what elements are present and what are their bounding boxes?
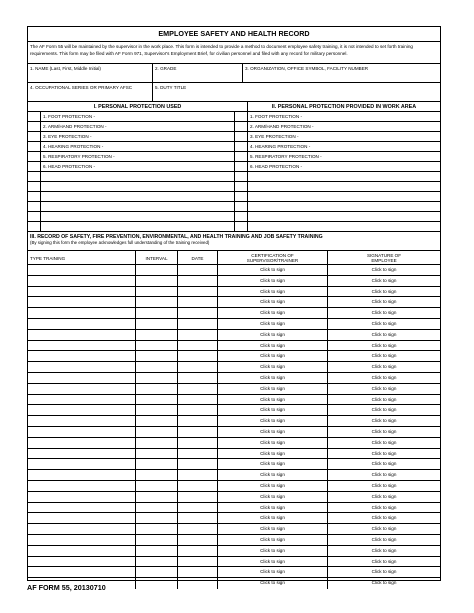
employee-sign-button[interactable]: Click to sign <box>371 267 397 272</box>
training-interval-cell[interactable] <box>136 481 178 491</box>
training-interval-cell[interactable] <box>136 319 178 329</box>
protection-provided-check[interactable] <box>235 142 248 151</box>
training-date-cell[interactable] <box>178 297 218 307</box>
training-interval-cell[interactable] <box>136 459 178 469</box>
training-date-cell[interactable] <box>178 557 218 567</box>
training-row <box>28 459 440 470</box>
protection-row <box>28 112 440 122</box>
personal-info-row-1 <box>28 64 440 83</box>
safety-health-record-form <box>27 26 441 586</box>
training-row <box>28 524 440 535</box>
employee-sign-button[interactable]: Click to sign <box>371 547 397 553</box>
training-row <box>28 362 440 373</box>
protection-provided-check[interactable] <box>235 202 248 211</box>
protection-provided-item[interactable]: 1. FOOT PROTECTION - <box>250 114 302 119</box>
training-interval-cell[interactable] <box>136 535 178 545</box>
training-type-cell[interactable] <box>28 319 136 329</box>
supervisor-sign-button[interactable]: Click to sign <box>218 287 328 297</box>
protection-provided-item[interactable] <box>248 222 440 231</box>
employee-sign-button[interactable]: Click to sign <box>371 418 397 424</box>
training-type-cell[interactable] <box>28 308 136 318</box>
training-date-cell[interactable] <box>178 395 218 405</box>
training-type-cell[interactable] <box>28 416 136 426</box>
protection-used-check[interactable] <box>28 182 41 191</box>
supervisor-sign-button[interactable]: Click to sign <box>218 492 328 502</box>
protection-row <box>28 212 440 222</box>
employee-sign-button[interactable]: Click to sign <box>371 342 397 348</box>
section3-subtitle: (By signing this form the employee acknowledges full understanding of the training received) <box>30 240 210 245</box>
protection-provided-check[interactable] <box>235 172 248 181</box>
duty-title-label: 5. DUTY TITLE <box>155 85 187 90</box>
employee-sign-button[interactable]: Click to sign <box>371 310 397 316</box>
training-date-cell[interactable] <box>178 319 218 329</box>
training-date-cell[interactable] <box>178 287 218 297</box>
protection-used-item[interactable]: 3. EYE PROTECTION - <box>41 132 235 141</box>
employee-sign-button[interactable]: Click to sign <box>371 385 397 391</box>
protection-used-check[interactable] <box>28 122 41 131</box>
protection-used-check[interactable] <box>28 172 41 181</box>
training-type-cell[interactable] <box>28 470 136 480</box>
training-row <box>28 438 440 449</box>
training-row <box>28 546 440 557</box>
training-type-cell[interactable] <box>28 405 136 415</box>
training-date-cell[interactable] <box>178 362 218 372</box>
training-interval-cell[interactable] <box>136 341 178 351</box>
training-interval-cell[interactable] <box>136 330 178 340</box>
protection-used-item[interactable]: 4. HEARING PROTECTION - <box>41 142 235 151</box>
col-signature <box>328 251 440 264</box>
training-interval-cell[interactable] <box>136 427 178 437</box>
protection-provided-item[interactable]: 6. HEAD PROTECTION - <box>250 164 303 169</box>
training-table-body <box>28 265 440 589</box>
col-cert-line1: CERTIFICATION OF <box>251 253 294 258</box>
training-interval-cell[interactable] <box>136 546 178 556</box>
training-interval-cell[interactable] <box>136 416 178 426</box>
supervisor-sign-button[interactable]: Click to sign <box>218 449 328 459</box>
protection-used-item[interactable]: 6. HEAD PROTECTION - <box>41 162 235 171</box>
training-row <box>28 557 440 568</box>
name-field-label: 1. NAME (Last, First, Middle Initial) <box>30 66 101 71</box>
name-field[interactable] <box>28 64 153 82</box>
protection-row <box>28 222 440 232</box>
protection-row <box>28 152 440 162</box>
training-type-cell[interactable] <box>28 524 136 534</box>
training-interval-cell[interactable] <box>136 567 178 577</box>
protection-used-check[interactable] <box>28 212 41 221</box>
protection-used-check[interactable] <box>28 112 41 121</box>
employee-sign-button[interactable]: Click to sign <box>371 515 397 521</box>
training-date-cell[interactable] <box>178 405 218 415</box>
employee-sign-button[interactable]: Click to sign <box>371 364 397 370</box>
protection-provided-item[interactable]: 3. EYE PROTECTION - <box>250 134 299 139</box>
protection-provided-check[interactable] <box>235 162 248 171</box>
training-type-cell[interactable] <box>28 330 136 340</box>
training-date-cell[interactable] <box>178 524 218 534</box>
training-date-cell[interactable] <box>178 308 218 318</box>
training-type-cell[interactable] <box>28 341 136 351</box>
protection-used-check[interactable] <box>28 142 41 151</box>
col-certification <box>218 251 328 264</box>
training-interval-cell[interactable] <box>136 578 178 589</box>
training-date-cell[interactable] <box>178 459 218 469</box>
protection-used-item[interactable]: 1. FOOT PROTECTION - <box>41 112 235 121</box>
supervisor-sign-button[interactable]: Click to sign <box>218 416 328 426</box>
protection-row <box>28 132 440 142</box>
supervisor-sign-button[interactable]: Click to sign <box>218 557 328 567</box>
supervisor-sign-button[interactable]: Click to sign <box>218 524 328 534</box>
training-row <box>28 384 440 395</box>
training-interval-cell[interactable] <box>136 362 178 372</box>
employee-sign-button[interactable]: Click to sign <box>371 320 397 326</box>
protection-provided-check[interactable] <box>235 122 248 131</box>
supervisor-sign-button[interactable]: Click to sign <box>218 341 328 351</box>
occupational-series-label: 4. OCCUPATIONAL SERIES OR PRIMARY AFSC <box>30 85 133 90</box>
protection-provided-check[interactable] <box>235 152 248 161</box>
section1-title: I. PERSONAL PROTECTION USED <box>28 102 248 111</box>
training-row <box>28 481 440 492</box>
employee-sign-button[interactable]: Click to sign <box>371 493 397 499</box>
supervisor-sign-button[interactable]: Click to sign <box>218 395 328 405</box>
training-row <box>28 308 440 319</box>
section2-title: II. PERSONAL PROTECTION PROVIDED IN WORK AREA <box>271 104 417 110</box>
supervisor-sign-button[interactable]: Click to sign <box>218 513 328 523</box>
training-type-cell[interactable] <box>28 384 136 394</box>
training-date-cell[interactable] <box>178 427 218 437</box>
supervisor-sign-button[interactable]: Click to sign <box>218 276 328 286</box>
protection-provided-check[interactable] <box>235 192 248 201</box>
supervisor-sign-button[interactable]: Click to sign <box>218 405 328 415</box>
training-interval-cell[interactable] <box>136 449 178 459</box>
supervisor-sign-button[interactable]: Click to sign <box>218 384 328 394</box>
supervisor-sign-button[interactable]: Click to sign <box>218 481 328 491</box>
employee-sign-button[interactable]: Click to sign <box>371 374 397 380</box>
protection-used-item[interactable] <box>41 222 235 231</box>
training-type-cell[interactable] <box>28 567 136 577</box>
section3-title: III. RECORD OF SAFETY, FIRE PREVENTION, ENVIRONMENTAL, AND HEALTH TRAINING AND JOB SAFETY TRAINING <box>30 234 323 240</box>
training-row <box>28 287 440 298</box>
form-footer: AF FORM 55, 20130710 <box>27 583 106 592</box>
protection-used-check[interactable] <box>28 152 41 161</box>
training-row <box>28 503 440 514</box>
supervisor-sign-button[interactable]: Click to sign <box>218 319 328 329</box>
employee-sign-button[interactable]: Click to sign <box>371 569 397 575</box>
protection-row <box>28 192 440 202</box>
supervisor-sign-button[interactable]: Click to sign <box>218 567 328 577</box>
supervisor-sign-button[interactable]: Click to sign <box>218 351 328 361</box>
training-type-cell[interactable] <box>28 362 136 372</box>
employee-sign-button[interactable]: Click to sign <box>371 450 397 456</box>
employee-sign-button[interactable]: Click to sign <box>371 472 397 478</box>
training-type-cell[interactable] <box>28 492 136 502</box>
protection-provided-check[interactable] <box>235 212 248 221</box>
col-type-training: TYPE TRAINING <box>28 251 136 264</box>
protection-used-item[interactable] <box>41 192 235 201</box>
training-date-cell[interactable] <box>178 449 218 459</box>
training-row <box>28 567 440 578</box>
training-row <box>28 276 440 287</box>
organization-field-label: 3. ORGANIZATION, OFFICE SYMBOL, FACILITY NUMBER <box>245 66 369 71</box>
training-interval-cell[interactable] <box>136 492 178 502</box>
training-date-cell[interactable] <box>178 341 218 351</box>
protection-used-check[interactable] <box>28 202 41 211</box>
duty-title-field[interactable] <box>153 83 440 101</box>
employee-sign-button[interactable]: Click to sign <box>371 299 397 305</box>
training-interval-cell[interactable] <box>136 351 178 361</box>
organization-field[interactable] <box>243 64 440 82</box>
training-type-cell[interactable] <box>28 287 136 297</box>
protection-provided-item[interactable]: 2. ARM/HAND PROTECTION - <box>250 124 314 129</box>
form-title: EMPLOYEE SAFETY AND HEALTH RECORD <box>28 27 440 42</box>
col-date: DATE <box>178 251 218 264</box>
protection-row <box>28 142 440 152</box>
employee-sign-button[interactable]: Click to sign <box>371 558 397 564</box>
training-type-cell[interactable] <box>28 373 136 383</box>
training-type-cell[interactable] <box>28 546 136 556</box>
training-date-cell[interactable] <box>178 503 218 513</box>
employee-sign-button[interactable]: Click to sign <box>371 536 397 542</box>
employee-sign-button[interactable]: Click to sign <box>371 461 397 467</box>
training-date-cell[interactable] <box>178 438 218 448</box>
protection-provided-item[interactable] <box>248 202 440 211</box>
supervisor-sign-button[interactable]: Click to sign <box>218 470 328 480</box>
training-date-cell[interactable] <box>178 351 218 361</box>
training-type-cell[interactable] <box>28 438 136 448</box>
training-interval-cell[interactable] <box>136 297 178 307</box>
training-type-cell[interactable] <box>28 395 136 405</box>
training-row <box>28 297 440 308</box>
protection-used-item[interactable] <box>41 172 235 181</box>
protection-row <box>28 162 440 172</box>
training-date-cell[interactable] <box>178 535 218 545</box>
training-row <box>28 416 440 427</box>
protection-provided-item[interactable] <box>248 212 440 221</box>
training-row <box>28 319 440 330</box>
personal-info-row-2 <box>28 83 440 102</box>
employee-sign-button[interactable]: Click to sign <box>371 439 397 445</box>
training-row <box>28 405 440 416</box>
training-type-cell[interactable] <box>28 276 136 286</box>
training-date-cell[interactable] <box>178 481 218 491</box>
employee-sign-button[interactable]: Click to sign <box>371 331 397 337</box>
supervisor-sign-button[interactable]: Click to sign <box>218 265 328 275</box>
protection-used-check[interactable] <box>28 162 41 171</box>
training-row <box>28 330 440 341</box>
col-interval: INTERVAL <box>136 251 178 264</box>
supervisor-sign-button[interactable]: Click to sign <box>218 308 328 318</box>
employee-sign-button[interactable]: Click to sign <box>371 288 397 294</box>
protection-used-check[interactable] <box>28 132 41 141</box>
training-interval-cell[interactable] <box>136 395 178 405</box>
training-date-cell[interactable] <box>178 416 218 426</box>
training-type-cell[interactable] <box>28 535 136 545</box>
protection-used-check[interactable] <box>28 192 41 201</box>
training-date-cell[interactable] <box>178 567 218 577</box>
protection-provided-item[interactable] <box>248 172 440 181</box>
employee-sign-button[interactable]: Click to sign <box>371 526 397 532</box>
supervisor-sign-button[interactable]: Click to sign <box>218 503 328 513</box>
protection-provided-item[interactable]: 4. HEARING PROTECTION - <box>250 144 311 149</box>
training-date-cell[interactable] <box>178 513 218 523</box>
training-date-cell[interactable] <box>178 265 218 275</box>
training-interval-cell[interactable] <box>136 287 178 297</box>
supervisor-sign-button[interactable]: Click to sign <box>218 535 328 545</box>
supervisor-sign-button[interactable]: Click to sign <box>218 427 328 437</box>
supervisor-sign-button[interactable]: Click to sign <box>218 362 328 372</box>
training-row <box>28 492 440 503</box>
protection-provided-item[interactable]: 5. RESPIRATORY PROTECTION - <box>250 154 322 159</box>
employee-sign-button[interactable]: Click to sign <box>371 428 397 434</box>
supervisor-sign-button[interactable]: Click to sign <box>218 330 328 340</box>
training-type-cell[interactable] <box>28 265 136 275</box>
training-interval-cell[interactable] <box>136 373 178 383</box>
col-sig-line2: EMPLOYEE <box>371 258 397 263</box>
occupational-series-field[interactable] <box>28 83 153 101</box>
protection-used-item[interactable] <box>41 212 235 221</box>
training-date-cell[interactable] <box>178 373 218 383</box>
training-interval-cell[interactable] <box>136 265 178 275</box>
employee-sign-button[interactable]: Click to sign <box>371 277 397 283</box>
protection-used-item[interactable]: 2. ARM/HAND PROTECTION - <box>41 122 235 131</box>
supervisor-sign-button[interactable]: Click to sign <box>218 459 328 469</box>
grade-field-label: 2. GRADE <box>155 66 177 71</box>
training-type-cell[interactable] <box>28 351 136 361</box>
supervisor-sign-button[interactable]: Click to sign <box>218 578 328 589</box>
training-row <box>28 470 440 481</box>
employee-sign-button[interactable]: Click to sign <box>371 482 397 488</box>
protection-provided-check[interactable] <box>235 182 248 191</box>
employee-sign-button[interactable]: Click to sign <box>371 407 397 413</box>
training-interval-cell[interactable] <box>136 470 178 480</box>
training-row <box>28 427 440 438</box>
training-date-cell[interactable] <box>178 578 218 589</box>
training-interval-cell[interactable] <box>136 405 178 415</box>
training-type-cell[interactable] <box>28 503 136 513</box>
training-row <box>28 395 440 406</box>
protection-row <box>28 122 440 132</box>
col-cert-line2: SUPERVISOR/TRAINER <box>246 258 299 263</box>
training-interval-cell[interactable] <box>136 438 178 448</box>
protection-header-row <box>28 102 440 112</box>
supervisor-sign-button[interactable]: Click to sign <box>218 546 328 556</box>
protection-row <box>28 182 440 192</box>
protection-provided-check[interactable] <box>235 132 248 141</box>
training-type-cell[interactable] <box>28 427 136 437</box>
training-row <box>28 513 440 524</box>
employee-sign-button[interactable]: Click to sign <box>371 353 397 359</box>
training-interval-cell[interactable] <box>136 384 178 394</box>
training-type-cell[interactable] <box>28 297 136 307</box>
training-interval-cell[interactable] <box>136 513 178 523</box>
supervisor-sign-button[interactable]: Click to sign <box>218 297 328 307</box>
protection-provided-check[interactable] <box>235 222 248 231</box>
protection-row <box>28 172 440 182</box>
protection-provided-check[interactable] <box>235 112 248 121</box>
training-type-cell[interactable] <box>28 557 136 567</box>
section3-header <box>28 232 440 251</box>
protection-used-item[interactable]: 5. RESPIRATORY PROTECTION - <box>41 152 235 161</box>
training-date-cell[interactable] <box>178 276 218 286</box>
training-date-cell[interactable] <box>178 384 218 394</box>
training-interval-cell[interactable] <box>136 276 178 286</box>
training-row <box>28 351 440 362</box>
training-row <box>28 265 440 276</box>
supervisor-sign-button[interactable]: Click to sign <box>218 438 328 448</box>
training-date-cell[interactable] <box>178 330 218 340</box>
supervisor-sign-button[interactable]: Click to sign <box>218 373 328 383</box>
protection-table <box>28 112 440 232</box>
training-type-cell[interactable] <box>28 449 136 459</box>
training-date-cell[interactable] <box>178 492 218 502</box>
training-row <box>28 373 440 384</box>
training-row <box>28 449 440 460</box>
form-intro-text: The AF Form 55 will be maintained by the supervisor in the work place. This form is intended to provide a method to document employee safety training, it is not intended to set forth training requirements. This form may be filed with AF Form 971, Supervisor's Employment Brief, for civilian personnel and filed with any record for military personnel. <box>28 42 440 64</box>
training-table-header <box>28 251 440 265</box>
col-sig-line1: SIGNATURE OF <box>366 253 402 258</box>
protection-provided-item[interactable] <box>248 192 440 201</box>
training-type-cell[interactable] <box>28 459 136 469</box>
protection-provided-item[interactable] <box>248 182 440 191</box>
protection-used-item[interactable] <box>41 202 235 211</box>
grade-field[interactable] <box>153 64 243 82</box>
training-interval-cell[interactable] <box>136 308 178 318</box>
training-row <box>28 341 440 352</box>
protection-row <box>28 202 440 212</box>
protection-used-check[interactable] <box>28 222 41 231</box>
training-type-cell[interactable] <box>28 481 136 491</box>
training-interval-cell[interactable] <box>136 524 178 534</box>
employee-sign-button[interactable]: Click to sign <box>371 396 397 402</box>
training-interval-cell[interactable] <box>136 557 178 567</box>
employee-sign-button[interactable]: Click to sign <box>371 580 397 586</box>
training-type-cell[interactable] <box>28 513 136 523</box>
protection-used-item[interactable] <box>41 182 235 191</box>
employee-sign-button[interactable]: Click to sign <box>371 504 397 510</box>
training-date-cell[interactable] <box>178 546 218 556</box>
training-row <box>28 535 440 546</box>
training-date-cell[interactable] <box>178 470 218 480</box>
training-interval-cell[interactable] <box>136 503 178 513</box>
